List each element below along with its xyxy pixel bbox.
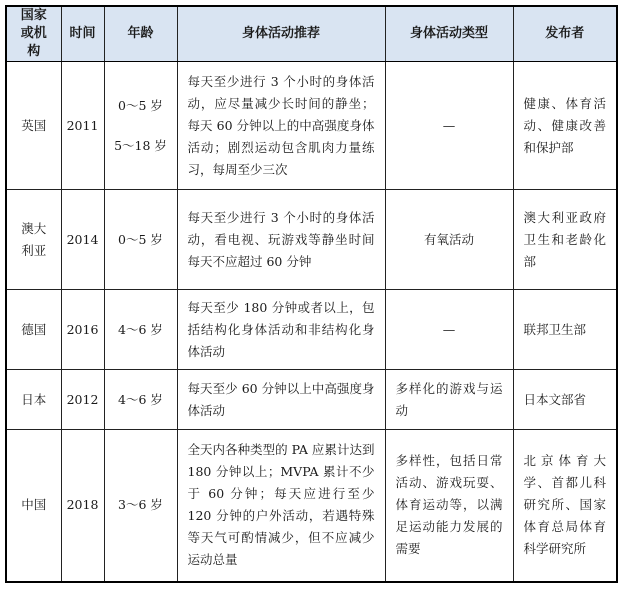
age-value: 0～5 岁 [118,97,163,113]
recommendation-cell: 每天至少 60 分钟以上中高强度身体活动 [177,370,385,430]
country-cell: 日本 [6,370,61,430]
activity-type-cell: — [385,290,513,370]
header-year: 时间 [61,6,104,62]
activity-type-cell: 多样化的游戏与运动 [385,370,513,430]
age-cell [104,62,177,190]
publisher-cell: 澳大利亚政府卫生和老龄化部 [513,190,617,290]
country-cell: 澳大利亚 [6,190,61,290]
table-row [6,430,617,582]
activity-type-cell: — [385,62,513,190]
country-cell: 英国 [6,62,61,190]
activity-type-cell: 多样性，包括日常活动、游戏玩耍、体育运动等，以满足运动能力发展的需要 [385,430,513,582]
country-cell: 中国 [6,430,61,582]
header-country: 国家或机构 [6,6,61,62]
age-cell: 4～6 岁 [104,290,177,370]
year-cell: 2012 [61,370,104,430]
table-row [6,62,617,190]
publisher-cell: 北京体育大学、首都儿科研究所、国家体育总局体育科学研究所 [513,430,617,582]
physical-activity-guidelines-table-wrapper [5,5,616,583]
recommendation-cell: 每天至少 180 分钟或者以上，包括结构化身体活动和非结构化身体活动 [177,290,385,370]
header-recommendation: 身体活动推荐 [177,6,385,62]
physical-activity-guidelines-table [5,5,618,583]
recommendation-cell: 全天内各种类型的 PA 应累计达到 180 分钟以上；MVPA 累计不少于 60 分钟；每天应进行至少 120 分钟的户外活动，若遇特殊等天气可酌情减少，但不应减少运动总量 [177,430,385,582]
table-row [6,290,617,370]
activity-type-cell: 有氧活动 [385,190,513,290]
recommendation-cell: 每天至少进行 3 个小时的身体活动，应尽量减少长时间的静坐；每天 60 分钟以上的中高强度身体活动；剧烈运动包含肌肉力量练习，每周至少三次 [177,62,385,190]
age-value: 5～18 岁 [114,137,167,153]
table-row [6,190,617,290]
year-cell: 2011 [61,62,104,190]
recommendation-cell: 每天至少进行 3 个小时的身体活动，看电视、玩游戏等静坐时间每天不应超过 60 分钟 [177,190,385,290]
header-publisher: 发布者 [513,6,617,62]
age-cell: 3～6 岁 [104,430,177,582]
table-row [6,370,617,430]
header-activity-type: 身体活动类型 [385,6,513,62]
age-cell: 4～6 岁 [104,370,177,430]
publisher-cell: 联邦卫生部 [513,290,617,370]
year-cell: 2018 [61,430,104,582]
publisher-cell: 日本文部省 [513,370,617,430]
header-age: 年龄 [104,6,177,62]
age-cell: 0～5 岁 [104,190,177,290]
publisher-cell: 健康、体育活动、健康改善和保护部 [513,62,617,190]
year-cell: 2016 [61,290,104,370]
year-cell: 2014 [61,190,104,290]
header-row [6,6,617,62]
country-cell: 德国 [6,290,61,370]
